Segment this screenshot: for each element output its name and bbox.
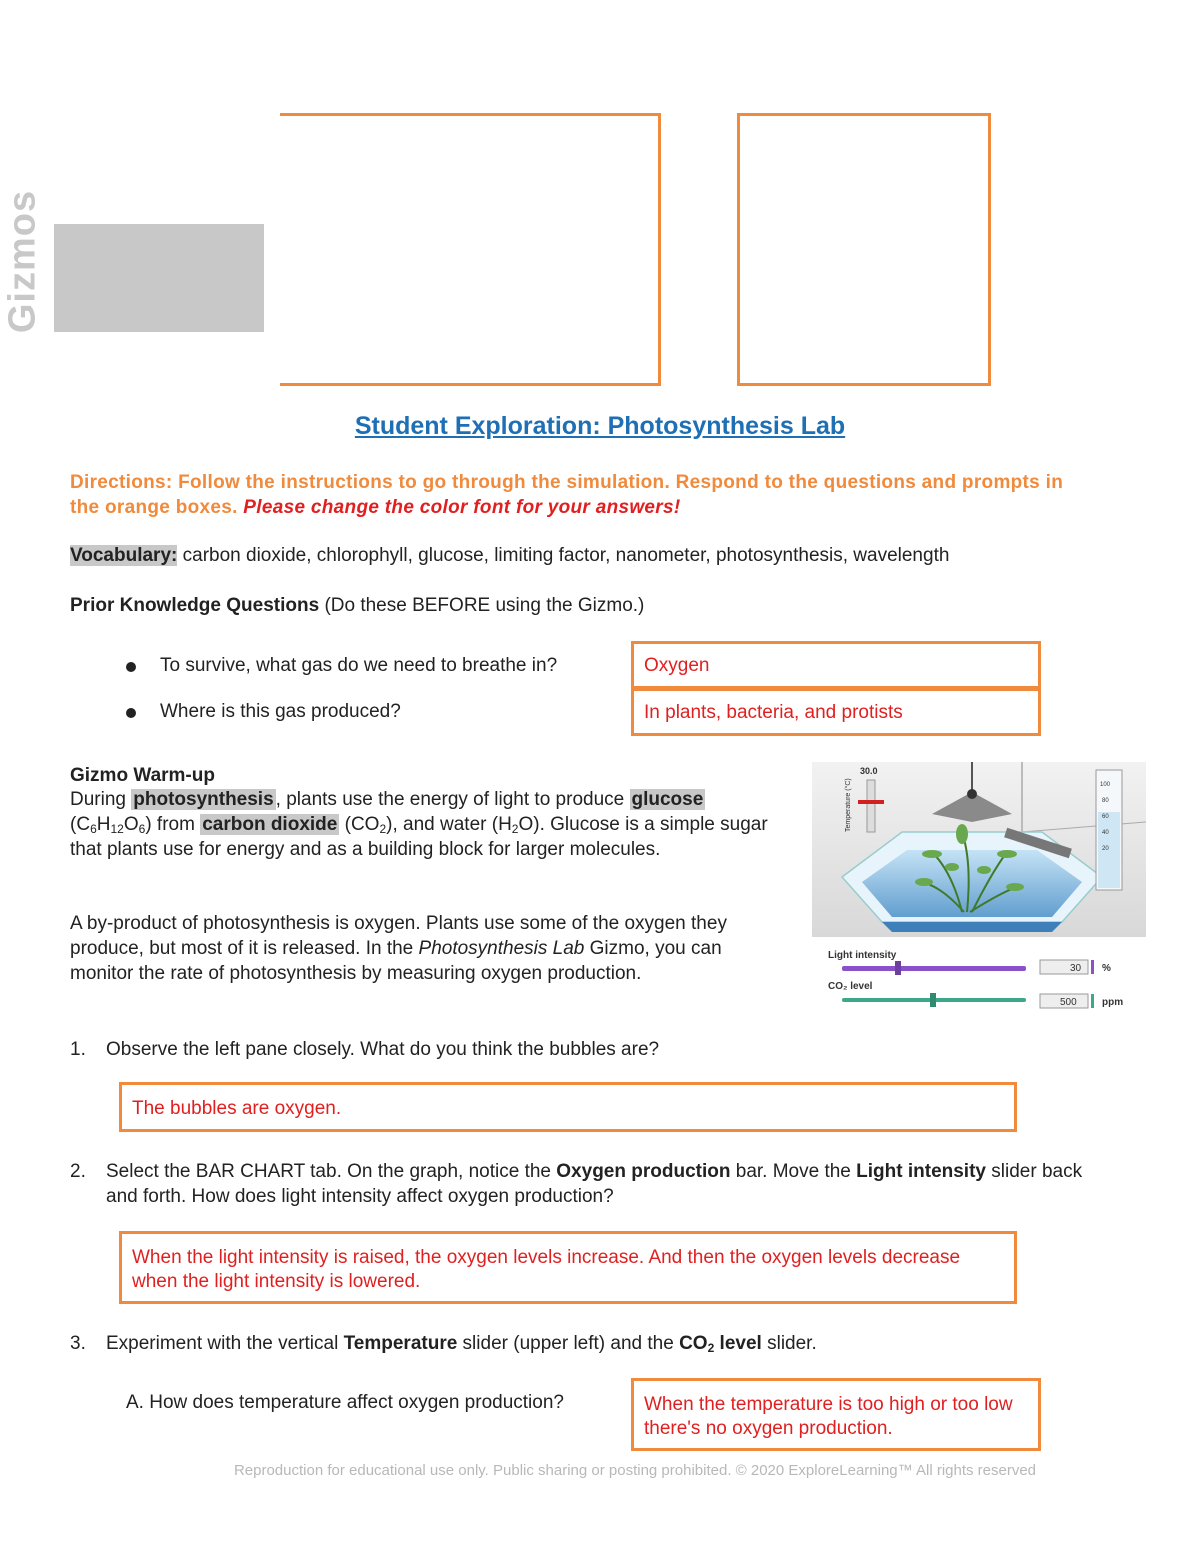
logo-text: Gizmos	[1, 189, 44, 334]
warmup-paragraph-1: During photosynthesis , plants use the energy of light to produce glucose $(C_6H_{12}O_6)$ from carbon dioxide $(CO_2)$, and water $(H_2O)$. Glucose is a simple sugar that plants use for energy and as a building block for larger molecules.	[70, 789, 768, 860]
question-2-text: Select the BAR CHART tab. On the graph, notice the Oxygen production bar. Move the Light intensity slider back and forth. How does light intensity affect oxygen production?	[106, 1161, 1083, 1207]
gizmo-screenshot	[812, 762, 1146, 1012]
term-carbon-dioxide: carbon dioxide	[202, 814, 338, 835]
prior-knowledge-note: (Do these BEFORE using the Gizmo.)	[324, 595, 645, 616]
prior-knowledge-title: Prior Knowledge Questions	[70, 595, 320, 616]
bullet-icon	[126, 708, 136, 718]
date-box[interactable]	[737, 113, 991, 386]
prior-question-1: To survive, what gas do we need to breathe in?	[160, 655, 558, 676]
question-3-number: 3.	[70, 1333, 86, 1354]
temperature-value: 30.0	[860, 766, 878, 776]
svg-text:40: 40	[1102, 830, 1109, 836]
prior-answer-1: Oxygen	[644, 655, 710, 676]
vocabulary-label: Vocabulary:	[70, 545, 178, 566]
co2-level-label: CO₂ level	[828, 981, 873, 992]
question-3a-text: A. How does temperature affect oxygen production?	[126, 1392, 564, 1413]
question-1-number: 1.	[70, 1039, 86, 1060]
svg-text:60: 60	[1102, 814, 1109, 820]
co2-level-value: 500	[1060, 997, 1077, 1008]
question-3a-answer-box[interactable]	[631, 1378, 1041, 1451]
warmup-title: Gizmo Warm-up	[70, 765, 215, 786]
svg-text:20: 20	[1102, 846, 1109, 852]
light-intensity-label: Light intensity	[828, 950, 897, 961]
directions-main: Directions: Follow the instructions to go through the simulation. Respond to the questions and prompts in the orange boxes.	[70, 472, 1064, 518]
question-3a-answer: When the temperature is too high or too low there's no oxygen production.	[644, 1394, 1013, 1439]
footer: Reproduction for educational use only. Public sharing or posting prohibited. © 2020 ExploreLearning™ All rights reserved	[233, 1462, 1037, 1479]
gizmos-logo	[0, 180, 50, 334]
svg-text:100: 100	[1100, 782, 1111, 788]
question-2-answer: When the light intensity is raised, the oxygen levels increase. And then the oxygen levels decrease when the light intensity is lowered.	[132, 1247, 961, 1292]
question-1-text: Observe the left pane closely. What do you think the bubbles are?	[106, 1039, 660, 1060]
question-1-answer-box[interactable]	[119, 1082, 1017, 1132]
svg-text:80: 80	[1102, 798, 1109, 804]
logo-banner	[54, 224, 264, 332]
warmup-heading	[70, 763, 215, 788]
question-1-answer: The bubbles are oxygen.	[132, 1098, 342, 1119]
directions	[70, 470, 1080, 520]
prior-answer-2-box[interactable]	[631, 688, 1041, 736]
vocabulary-line	[70, 543, 1130, 568]
directions-emphasis: Please change the color font for your answers!	[243, 497, 681, 518]
svg-text:ppm: ppm	[1102, 997, 1124, 1008]
name-box[interactable]	[280, 113, 661, 386]
question-2-number: 2.	[70, 1161, 86, 1182]
bullet-icon	[126, 662, 136, 672]
term-photosynthesis: photosynthesis	[133, 789, 274, 810]
light-intensity-value: 30	[1070, 963, 1082, 974]
prior-knowledge-heading	[70, 593, 644, 618]
question-2-answer-box[interactable]	[119, 1231, 1017, 1304]
prior-answer-2: In plants, bacteria, and protists	[644, 702, 903, 723]
prior-answer-1-box[interactable]	[631, 641, 1041, 689]
prior-question-2: Where is this gas produced?	[160, 701, 401, 722]
page-title: Student Exploration: Photosynthesis Lab	[354, 412, 846, 440]
svg-text:%: %	[1102, 963, 1111, 974]
warmup-paragraph-2: A by-product of photosynthesis is oxygen. Plants use some of the oxygen they produce, but most of it is released. In the Photosynthesis Lab Gizmo, you can monitor the rate of photosynthesis by measuring oxygen production.	[70, 913, 727, 984]
term-glucose: glucose	[631, 789, 704, 810]
question-3-text: Experiment with the vertical Temperature slider (upper left) and the $CO_2$ level slider.	[106, 1333, 817, 1355]
temperature-label: Temperature (°C)	[845, 778, 852, 832]
vocabulary-terms: carbon dioxide, chlorophyll, glucose, limiting factor, nanometer, photosynthesis, wavelength	[182, 545, 950, 566]
